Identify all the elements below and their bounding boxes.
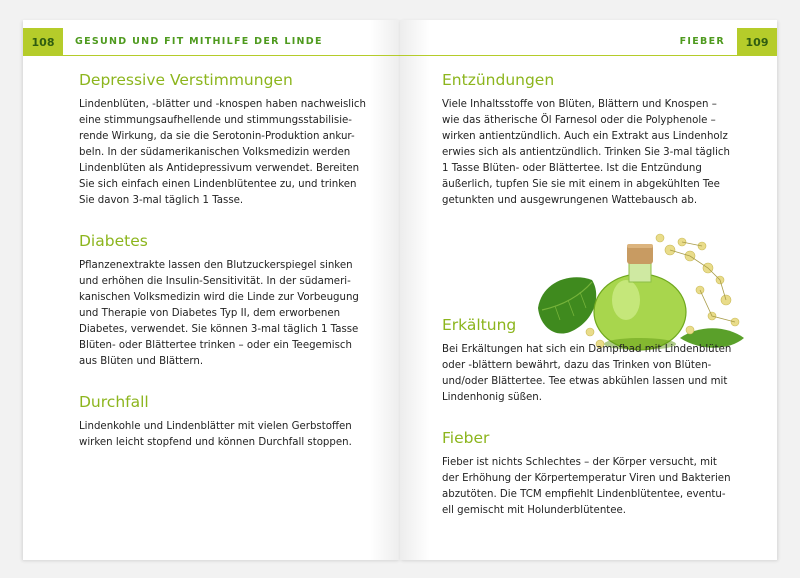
- section-depressive-verstimmungen: [79, 70, 379, 209]
- section-text: Bei Erkältungen hat sich ein Dampfbad mit Lindenblüten oder -blättern bewährt, dazu das Trinken von Blüten- und/oder Blättertee. Tee etwas abkühlen lassen und mit Lindenhonig süßen.: [442, 344, 732, 403]
- right-page-header: [400, 28, 777, 56]
- running-head: FIEBER: [679, 36, 725, 47]
- section-heading: Diabetes: [79, 232, 148, 250]
- section-heading: Depressive Verstimmungen: [79, 71, 293, 89]
- section-heading: Durchfall: [79, 393, 149, 411]
- header-rule: [23, 55, 400, 56]
- section-diabetes: [79, 231, 379, 370]
- left-page: [23, 20, 400, 560]
- header-rule: [400, 55, 777, 56]
- section-heading: Entzündungen: [442, 71, 555, 89]
- section-fieber: [442, 428, 744, 519]
- section-erkaeltung: [442, 315, 744, 406]
- section-heading: Erkältung: [442, 316, 517, 334]
- section-heading: Fieber: [442, 429, 490, 447]
- right-page-content: [442, 70, 744, 519]
- spine-shadow: [400, 20, 430, 560]
- section-entzuendungen: [442, 70, 744, 209]
- section-text: Pflanzenextrakte lassen den Blutzuckerspiegel sinken und erhöhen die Insulin-Sensitivität. In der südameri- kanischen Volksmedizin wird die Linde zur Vorbeugung und Therapie von Diabetes Typ II, dem erworbenen Diabetes, verwendet. Sie können 3-mal täglich 1 Tasse Blüten- oder Blättertee trinken – oder ein Teegemisch aus Blüten und Blättern.: [79, 260, 359, 367]
- running-head: GESUND UND FIT MITHILFE DER LINDE: [75, 36, 323, 47]
- page-number: 108: [23, 28, 63, 56]
- section-durchfall: [79, 392, 379, 451]
- section-text: Lindenkohle und Lindenblätter mit vielen Gerbstoffen wirken leicht stopfend und können Durchfall stoppen.: [79, 421, 352, 448]
- left-page-header: [23, 28, 400, 56]
- section-text: Viele Inhaltsstoffe von Blüten, Blättern und Knospen – wie das ätherische Öl Farnesol oder die Polyphenole – wirken antientzündlich. Auch ein Extrakt aus Lindenholz erwies sich als antientzündlich. Trinken Sie 3-mal täglich 1 Tasse Blüten- oder Blättertee. Ist die Entzündung äußerlich, tupfen Sie sie mit einem in abgekühlten Tee getunkten und ausgewrungenen Wattebausch ab.: [442, 99, 730, 206]
- section-text: Fieber ist nichts Schlechtes – der Körper versucht, mit der Erhöhung der Körpertemperatur Viren und Bakterien abzutöten. Die TCM empfiehlt Lindenblütentee, eventu- ell gemischt mit Holunderblütentee.: [442, 457, 731, 516]
- page-number: 109: [737, 28, 777, 56]
- right-page: [400, 20, 777, 560]
- section-text: Lindenblüten, -blätter und -knospen haben nachweislich eine stimmungsaufhellende und stimmungsstabilisie- rende Wirkung, da sie die Serotonin-Produktion ankur- beln. In der südamerikanischen Volksmedizin werden Lindenblüten als Antidepressivum verwendet. Bereiten Sie sich einfach einen Lindenblütentee zu, und trinken Sie davon 3-mal täglich 1 Tasse.: [79, 99, 366, 206]
- left-page-content: [79, 70, 379, 451]
